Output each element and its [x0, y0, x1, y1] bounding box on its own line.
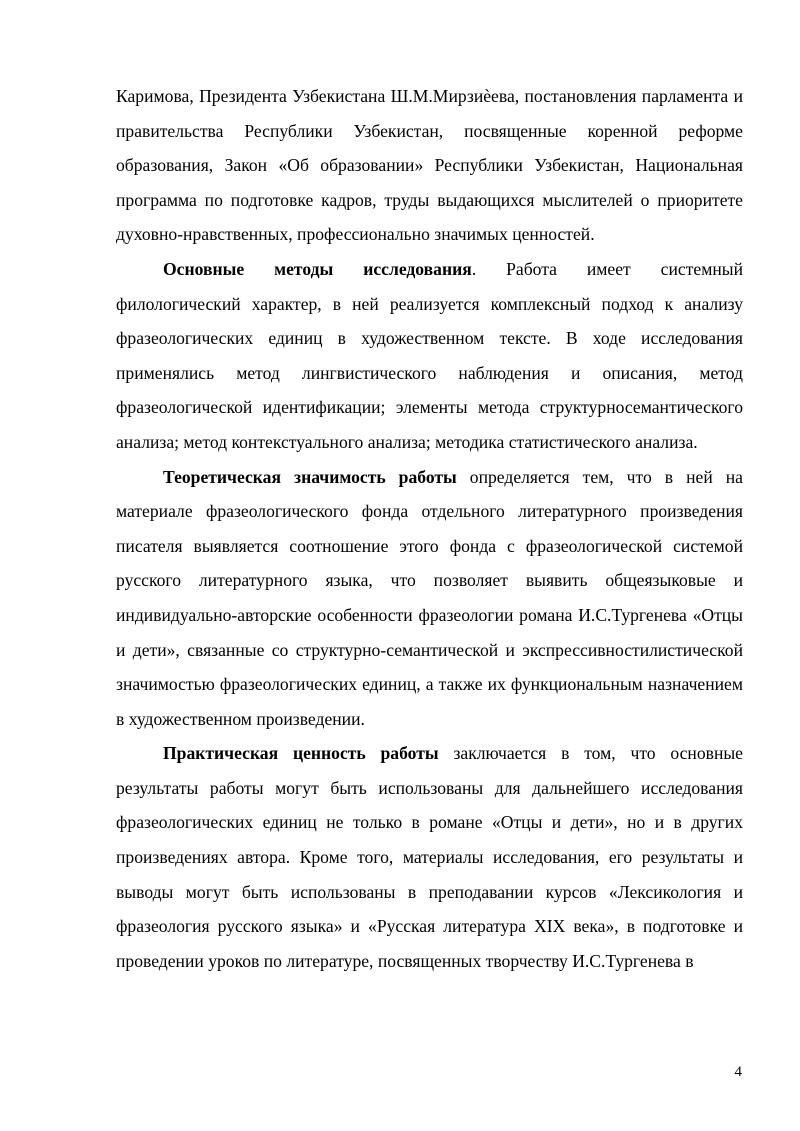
page-number: 4 — [734, 1064, 742, 1080]
paragraph-theoretical-significance — [116, 460, 743, 737]
paragraph-text: . Работа имеет системный филологический характер, в ней реализуется комплексный подход к анализу фразеологических единиц в художественном тексте. В ходе исследования применялись метод лингвистического наблюдения и описания, метод фразеологической идентификации; элементы метода структурносемантического анализа; метод контекстуального анализа; методика статистического анализа. — [116, 258, 744, 452]
paragraph-lead-practical-value: Практическая ценность работы — [163, 743, 439, 764]
paragraph-continuation — [116, 79, 743, 252]
paragraph-practical-value — [116, 736, 743, 978]
paragraph-research-methods — [116, 252, 743, 460]
document-page — [116, 79, 743, 978]
paragraph-text: определяется тем, что в ней на материале фразеологического фонда отдельного литературного произведения писателя выявляется соотношение этого фонда с фразеологической системой русского литературного языка, что позволяет выявить общеязыковые и индивидуально-авторские особенности фразеологии романа И.С.Тургенева «Отцы и дети», связанные со структурно-семантической и экспрессивностилистической значимостью фразеологических единиц, а также их функциональным назначением в художественном произведении. — [116, 466, 743, 729]
paragraph-text: заключается в том, что основные результаты работы могут быть использованы для дальнейшего исследования фразеологических единиц не только в романе «Отцы и дети», но и в других произведениях автора. Кроме того, материалы исследования, его результаты и выводы могут быть использованы в преподавании курсов «Лексикология и фразеология русского языка» и «Русская литература XIX века», в подготовке и проведении уроков по литературе, посвященных творчеству И.С.Тургенева в — [116, 743, 743, 971]
paragraph-lead-research-methods: Основные методы исследования — [163, 258, 472, 279]
paragraph-lead-theoretical-significance: Теоретическая значимость работы — [163, 466, 457, 487]
paragraph-text: Каримова, Президента Узбекистана Ш.М.Мирзиѐева, постановления парламента и правительства Республики Узбекистан, посвященные коренной реформе образования, Закон «Об образовании» Республики Узбекистан, Национальная программа по подготовке кадров, труды выдающихся мыслителей о приоритете духовно-нравственных, профессионально значимых ценностей. — [116, 86, 743, 245]
